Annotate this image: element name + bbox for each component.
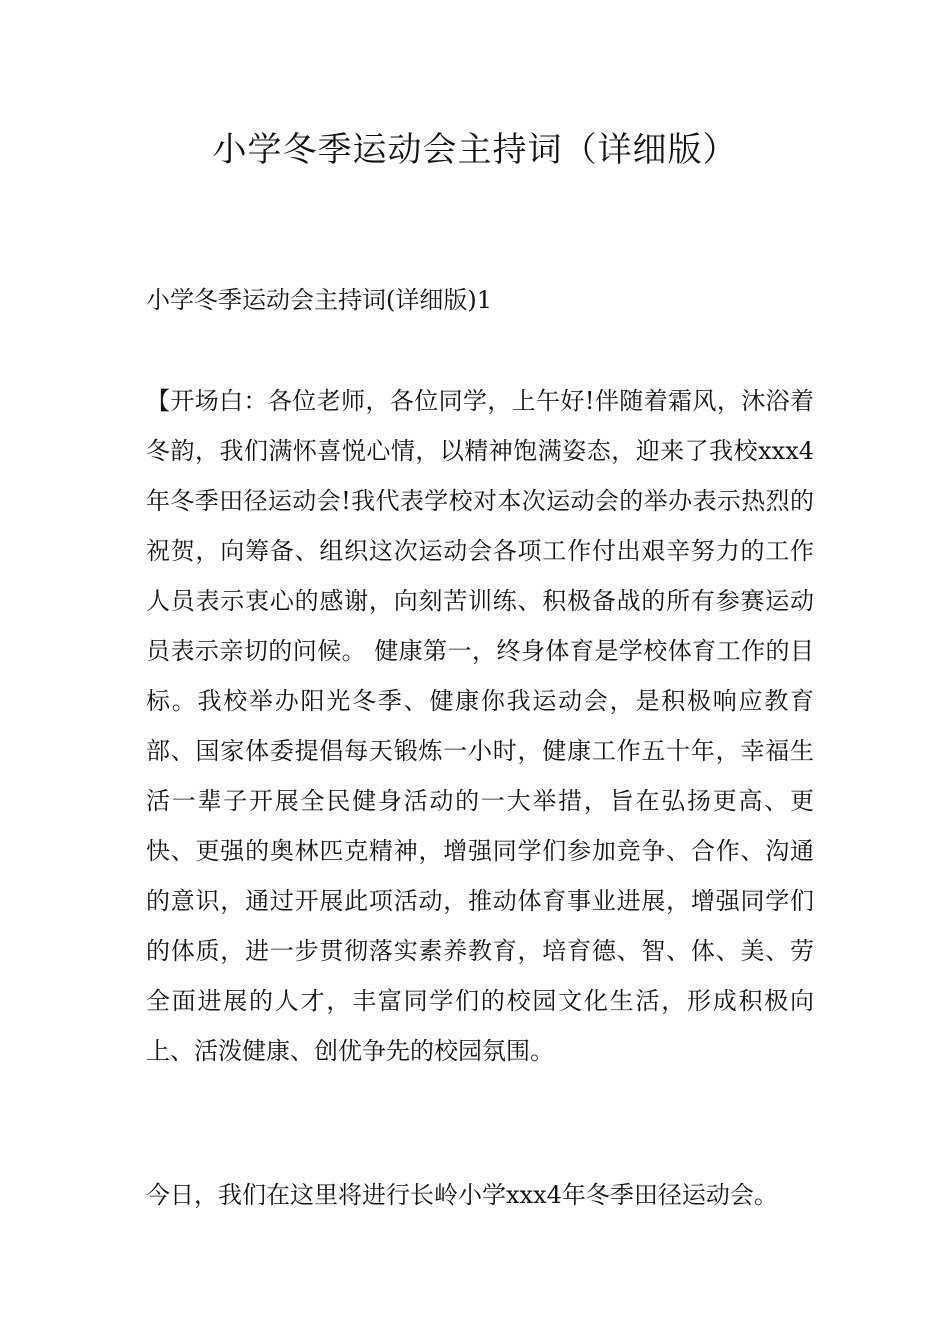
document-subtitle: 小学冬季运动会主持词(详细版)1 xyxy=(146,286,492,314)
document-title: 小学冬季运动会主持词（详细版） xyxy=(212,130,738,170)
closing-paragraph: 今日，我们在这里将进行长岭小学xxx4年冬季田径运动会。 xyxy=(146,1181,778,1209)
opening-paragraph: 【开场白：各位老师，各位同学，上午好!伴随着霜风，沐浴着冬韵，我们满怀喜悦心情，以精神饱满姿态，迎来了我校xxx4年冬季田径运动会!我代表学校对本次运动会的举办表示热烈的祝贺，向筹备、组织这次运动会各项工作付出艰辛努力的工作人员表示衷心的感谢，向刻苦训练、积极备战的所有参赛运动员表示亲切的问候。 健康第一，终身体育是学校体育工作的目标。我校举办阳光冬季、健康你我运动会，是积极响应教育部、国家体委提倡每天锻炼一小时，健康工作五十年，幸福生活一辈子开展全民健身活动的一大举措，旨在弘扬更高、更快、更强的奥林匹克精神，增强同学们参加竞争、合作、沟通的意识，通过开展此项活动，推动体育事业进展，增强同学们的体质，进一步贯彻落实素养教育，培育德、智、体、美、劳全面进展的人才，丰富同学们的校园文化生活，形成积极向上、活泼健康、创优争先的校园氛围。 xyxy=(146,387,814,1065)
